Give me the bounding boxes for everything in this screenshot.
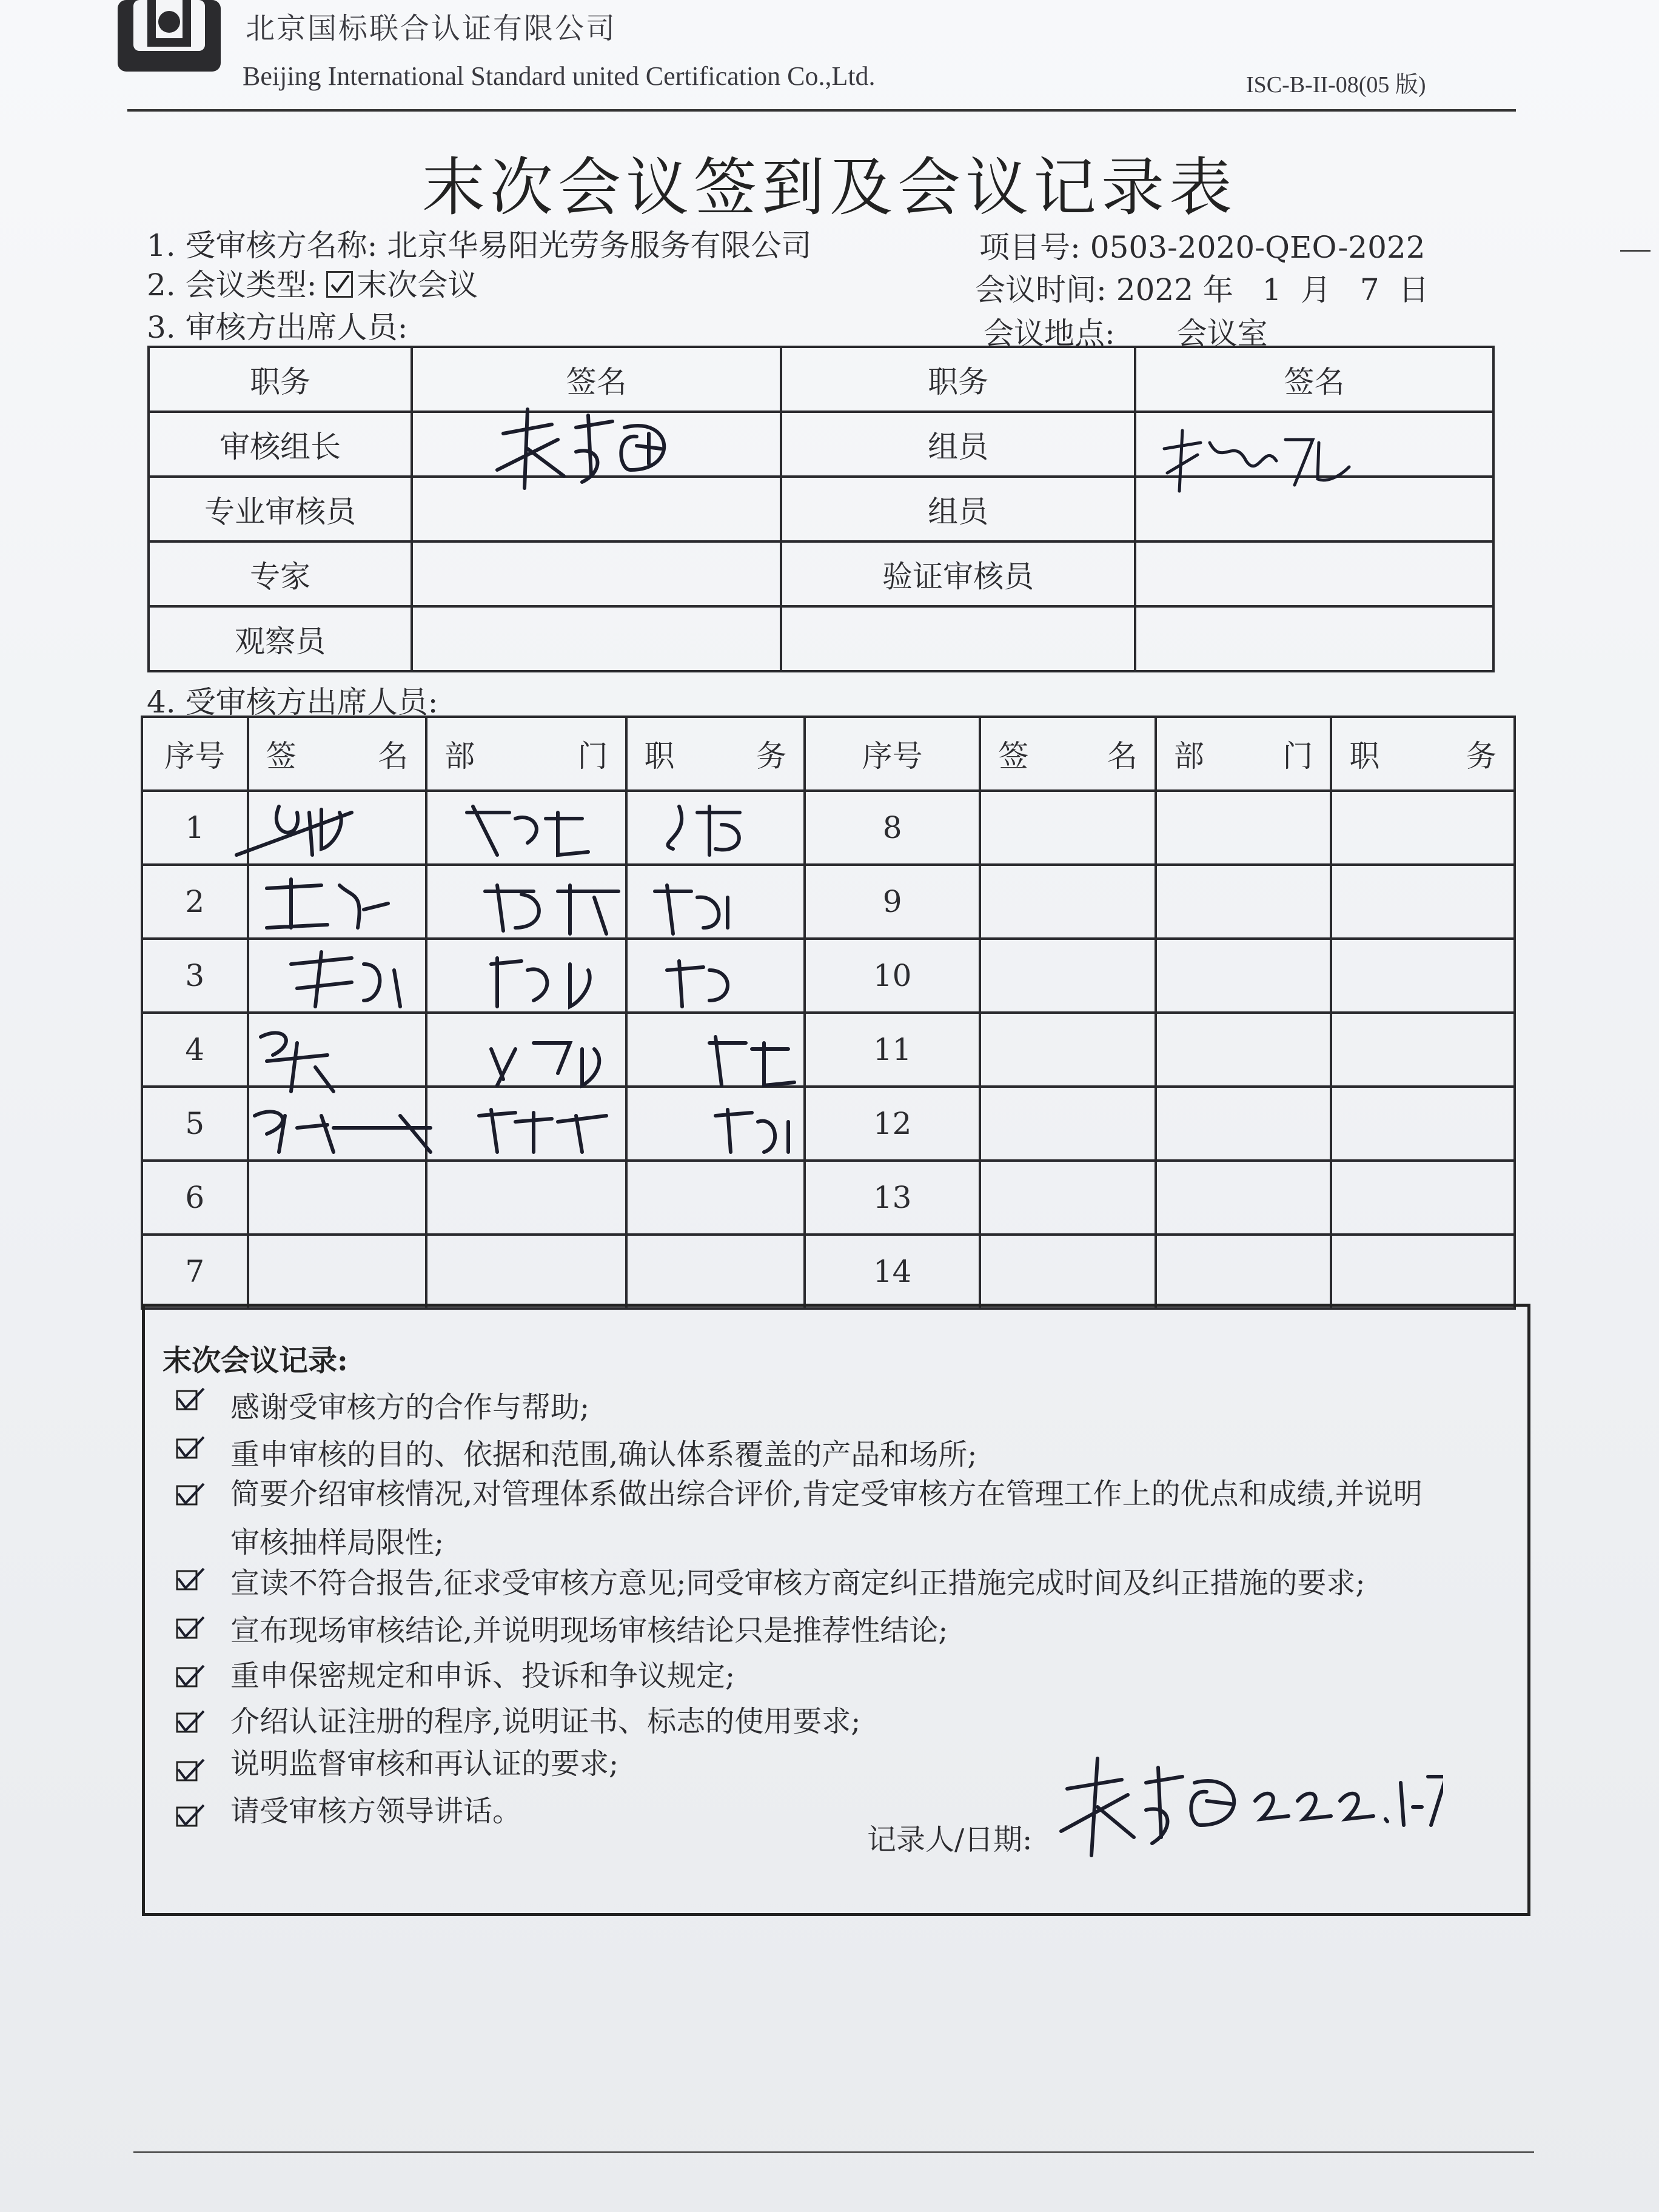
position-cell[interactable] — [1331, 1161, 1515, 1235]
role-cell: 专家 — [149, 541, 412, 606]
position-cell[interactable] — [1331, 865, 1515, 939]
role-cell: 审核组长 — [149, 412, 412, 477]
form-number: ISC-B-II-08(05 版) — [1246, 72, 1426, 98]
meeting-time-value: 2022 年 1 月 7 日 — [1116, 272, 1429, 307]
department-cell[interactable] — [1156, 1013, 1332, 1087]
meeting-type-line — [147, 261, 478, 304]
row-number: 14 — [805, 1235, 980, 1309]
header-cell: 职 务 — [1331, 717, 1515, 791]
table-row — [142, 1235, 1515, 1309]
role-cell: 组员 — [781, 477, 1135, 541]
checkbox-checked-icon[interactable] — [176, 1387, 205, 1412]
signature-cell[interactable] — [1135, 606, 1493, 671]
row-number: 10 — [805, 939, 980, 1013]
checkbox-checked-icon[interactable] — [176, 1758, 205, 1783]
department-cell[interactable] — [1156, 1161, 1332, 1235]
department-cell[interactable] — [1156, 1235, 1332, 1309]
row-number: 3 — [142, 939, 248, 1013]
company-logo — [115, 0, 224, 76]
row-number: 12 — [805, 1087, 980, 1161]
header-cell: 签名 — [1135, 347, 1493, 412]
role-cell: 组员 — [781, 412, 1135, 477]
record-item: 宣布现场审核结论,并说明现场审核结论只是推荐性结论; — [230, 1614, 948, 1647]
position-cell[interactable] — [1331, 939, 1515, 1013]
table-header-row — [142, 717, 1515, 791]
role-cell: 专业审核员 — [149, 477, 412, 541]
row-number: 9 — [805, 865, 980, 939]
row-number: 6 — [142, 1161, 248, 1235]
row-number: 11 — [805, 1013, 980, 1087]
signature-cell[interactable] — [980, 939, 1156, 1013]
department-cell[interactable] — [1156, 1087, 1332, 1161]
checkbox-checked-icon[interactable] — [176, 1616, 205, 1640]
table-row — [142, 1161, 1515, 1235]
position-cell[interactable] — [626, 1235, 805, 1309]
company-name-en: Beijing International Standard united Certification Co.,Ltd. — [243, 61, 876, 91]
header-cell: 部 门 — [426, 717, 626, 791]
header-cell: 签名 — [412, 347, 781, 412]
project-line — [979, 223, 1426, 267]
record-item: 感谢受审核方的合作与帮助; — [230, 1390, 590, 1424]
checkbox-checked-icon[interactable] — [176, 1567, 205, 1592]
checkbox-checked-icon[interactable] — [176, 1804, 205, 1828]
meeting-type-value: 末次会议 — [357, 267, 478, 303]
department-cell[interactable] — [1156, 865, 1332, 939]
auditor-attendees-label: 3. 审核方出席人员: — [147, 310, 408, 345]
position-cell[interactable] — [1331, 791, 1515, 865]
recorder-date-label: 记录人/日期: — [867, 1823, 1033, 1857]
company-name-cn: 北京国标联合认证有限公司 — [246, 12, 617, 45]
handwritten-entries — [230, 788, 813, 1164]
auditee-line — [147, 221, 811, 265]
signature-cell[interactable] — [980, 865, 1156, 939]
signature-cell[interactable] — [412, 606, 781, 671]
checkbox-checked-icon[interactable] — [176, 1664, 205, 1689]
record-item-continued: 审核抽样局限性; — [230, 1526, 444, 1560]
department-cell[interactable] — [426, 1161, 626, 1235]
row-number: 8 — [805, 791, 980, 865]
signature-cell[interactable] — [980, 1013, 1156, 1087]
signature-cell[interactable] — [1135, 541, 1493, 606]
department-cell[interactable] — [426, 1235, 626, 1309]
project-value: 0503-2020-QEO-2022 — [1090, 230, 1426, 265]
margin-mark — [1620, 250, 1651, 252]
role-cell: 验证审核员 — [781, 541, 1135, 606]
row-number: 7 — [142, 1235, 248, 1309]
check-mark-icon — [328, 273, 351, 296]
position-cell[interactable] — [1331, 1013, 1515, 1087]
header-cell: 部 门 — [1156, 717, 1332, 791]
record-item: 说明监督审核和再认证的要求; — [230, 1747, 619, 1781]
record-item: 重申保密规定和申诉、投诉和争议规定; — [230, 1659, 736, 1693]
meeting-time-line — [975, 266, 1429, 309]
row-number: 2 — [142, 865, 248, 939]
meeting-time-label: 会议时间: — [975, 272, 1107, 307]
location-label: 会议地点: — [984, 316, 1115, 351]
meeting-type-checkbox[interactable] — [326, 271, 353, 298]
header-cell: 职务 — [149, 347, 412, 412]
role-cell: 观察员 — [149, 606, 412, 671]
handwritten-signature-date — [1055, 1752, 1443, 1862]
location-value: 会议室 — [1176, 316, 1268, 351]
handwritten-signature — [485, 403, 679, 494]
table-row — [149, 606, 1493, 671]
header-cell: 签 名 — [248, 717, 427, 791]
page-title: 末次会议签到及会议记录表 — [421, 150, 1237, 224]
signature-cell[interactable] — [980, 1161, 1156, 1235]
position-cell[interactable] — [1331, 1087, 1515, 1161]
signature-cell[interactable] — [980, 1235, 1156, 1309]
signature-cell[interactable] — [980, 1087, 1156, 1161]
auditee-value: 北京华易阳光劳务服务有限公司 — [387, 228, 812, 263]
header-cell: 签 名 — [980, 717, 1156, 791]
row-number: 5 — [142, 1087, 248, 1161]
signature-cell[interactable] — [248, 1235, 427, 1309]
record-item: 请受审核方领导讲话。 — [230, 1794, 522, 1828]
project-label: 项目号: — [979, 230, 1081, 265]
header-cell: 序号 — [805, 717, 980, 791]
record-item: 宣读不符合报告,征求受审核方意见;同受审核方商定纠正措施完成时间及纠正措施的要求; — [230, 1566, 1366, 1600]
header-divider — [127, 109, 1516, 112]
position-cell[interactable] — [626, 1161, 805, 1235]
record-item: 介绍认证注册的程序,说明证书、标志的使用要求; — [230, 1704, 861, 1738]
signature-cell[interactable] — [412, 541, 781, 606]
meeting-record-title: 末次会议记录: — [163, 1344, 348, 1378]
header-cell: 职 务 — [626, 717, 805, 791]
role-cell — [781, 606, 1135, 671]
record-item: 重申审核的目的、依据和范围,确认体系覆盖的产品和场所; — [230, 1438, 977, 1472]
department-cell[interactable] — [1156, 791, 1332, 865]
checkbox-checked-icon[interactable] — [176, 1483, 205, 1507]
row-number: 4 — [142, 1013, 248, 1087]
checkbox-checked-icon[interactable] — [176, 1710, 205, 1734]
auditor-attendance-table — [147, 346, 1495, 672]
position-cell[interactable] — [1331, 1235, 1515, 1309]
header-cell: 序号 — [142, 717, 248, 791]
record-item: 简要介绍审核情况,对管理体系做出综合评价,肯定受审核方在管理工作上的优点和成绩,并说明 — [230, 1477, 1423, 1511]
auditee-label: 1. 受审核方名称: — [147, 228, 378, 263]
table-header-row — [149, 347, 1493, 412]
row-number: 1 — [142, 791, 248, 865]
auditee-attendees-label: 4. 受审核方出席人员: — [147, 685, 438, 720]
footer-divider — [133, 2151, 1534, 2153]
signature-cell[interactable] — [248, 1161, 427, 1235]
department-cell[interactable] — [1156, 939, 1332, 1013]
table-row — [149, 541, 1493, 606]
row-number: 13 — [805, 1161, 980, 1235]
signature-cell[interactable] — [980, 791, 1156, 865]
header-cell: 职务 — [781, 347, 1135, 412]
checkbox-checked-icon[interactable] — [176, 1436, 205, 1460]
meeting-type-label: 2. 会议类型: — [147, 267, 317, 303]
handwritten-signature — [1155, 424, 1355, 497]
